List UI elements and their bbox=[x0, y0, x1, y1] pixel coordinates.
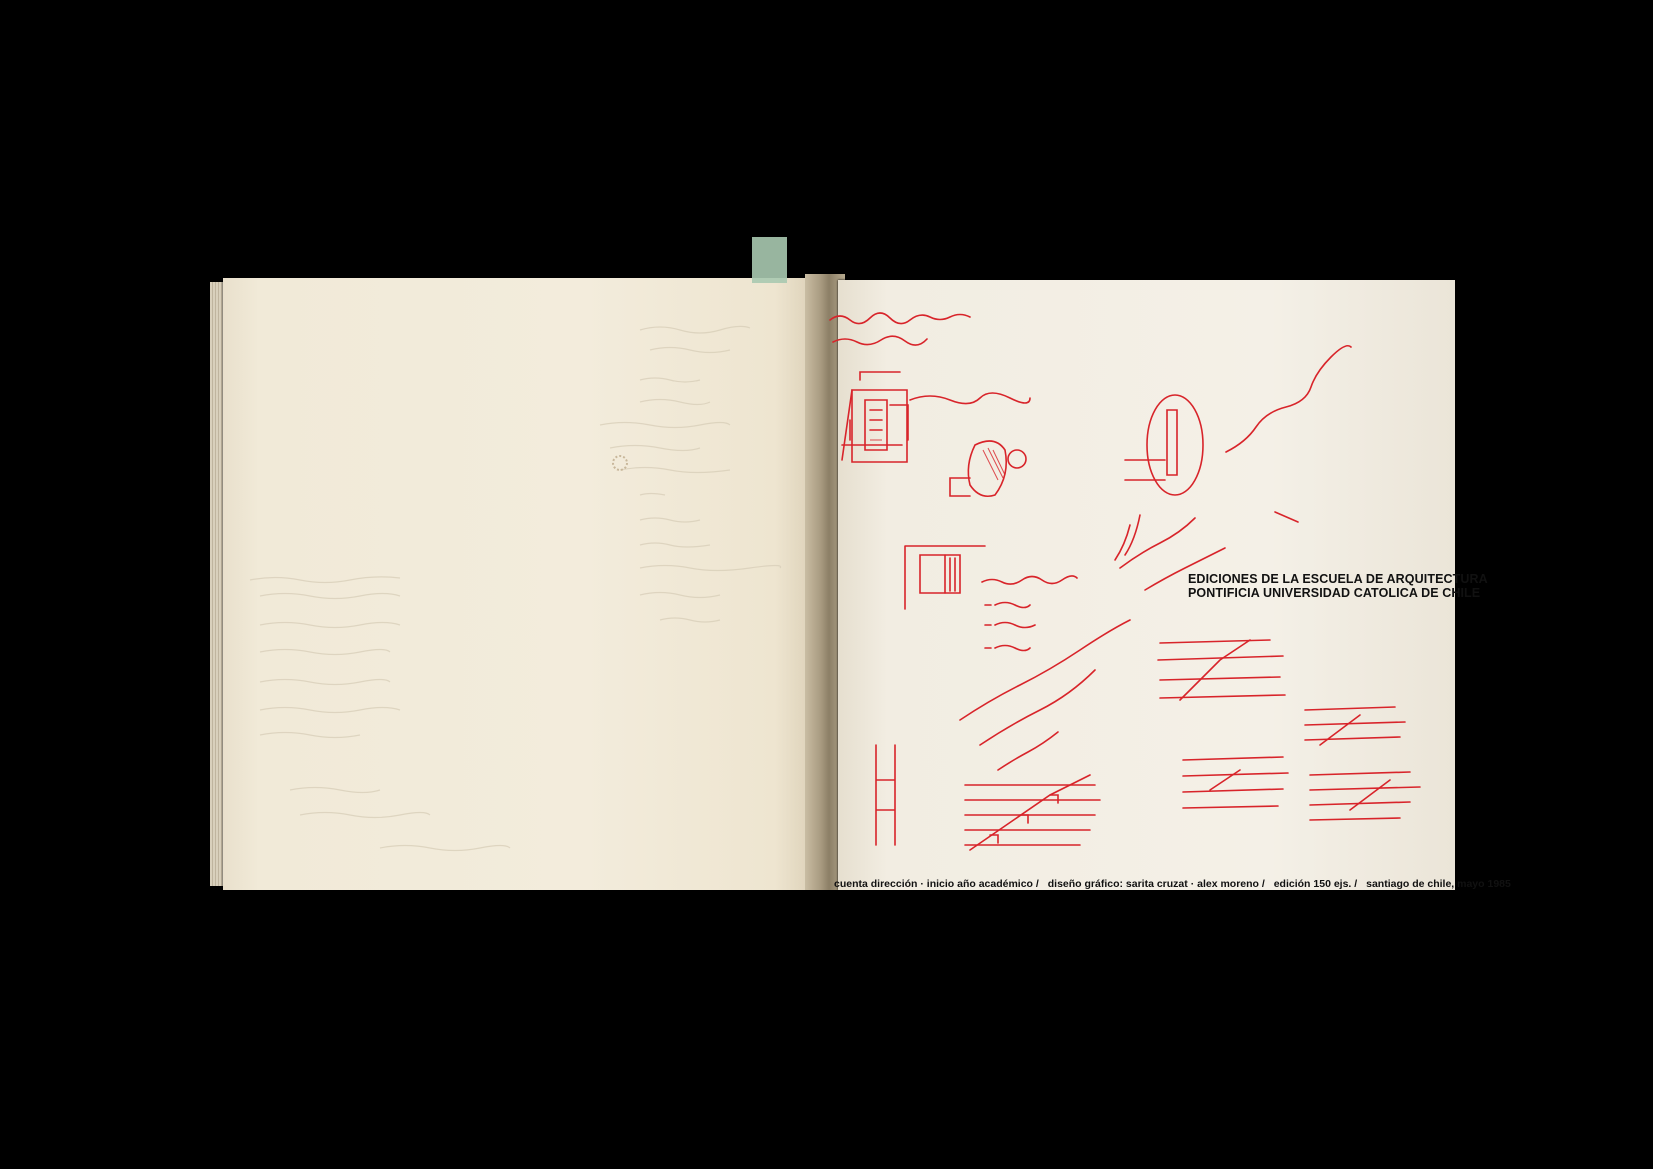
footer-part-1: cuenta dirección · inicio año académico / bbox=[834, 878, 1039, 890]
header-line-1: EDICIONES DE LA ESCUELA DE ARQUITECTURA bbox=[1188, 572, 1488, 586]
footer-part-4: santiago de chile, mayo 1985 bbox=[1366, 878, 1511, 890]
publisher-header bbox=[1188, 572, 1488, 600]
colophon-footer bbox=[834, 878, 1511, 890]
footer-part-3: edición 150 ejs. / bbox=[1273, 878, 1358, 890]
header-line-2: PONTIFICIA UNIVERSIDAD CATOLICA DE CHILE bbox=[1188, 586, 1481, 600]
footer-part-2: diseño gráfico: sarita cruzat · alex moreno / bbox=[1047, 878, 1265, 890]
